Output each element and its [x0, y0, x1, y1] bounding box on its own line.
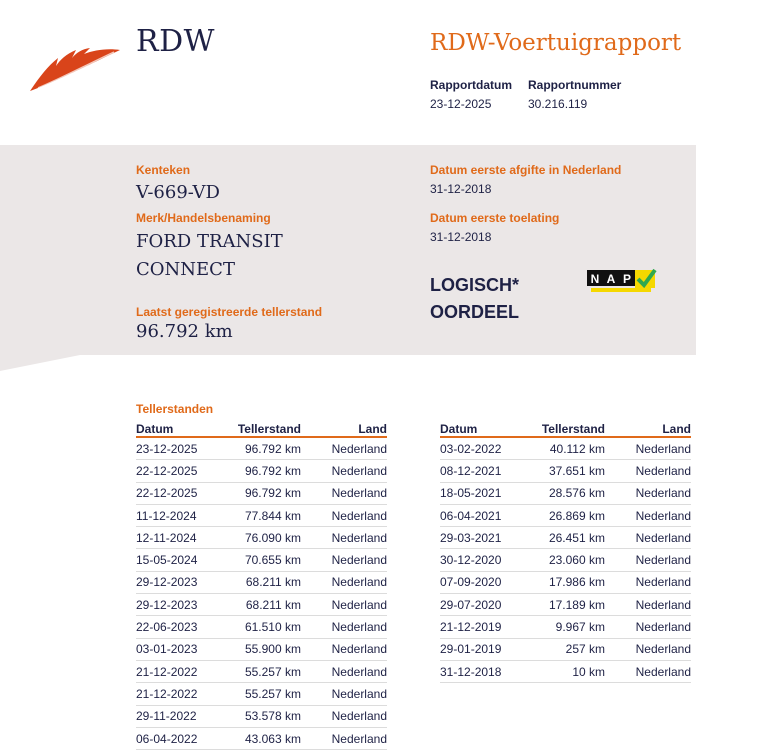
reading-km: 26.451 km	[548, 530, 605, 545]
reading-country: Nederland	[331, 709, 387, 724]
reading-country: Nederland	[635, 530, 691, 545]
first-issue-label: Datum eerste afgifte in Nederland	[430, 163, 622, 177]
reading-date: 12-11-2024	[136, 530, 197, 545]
reading-km: 28.576 km	[548, 486, 605, 501]
reading-country: Nederland	[331, 530, 387, 545]
reading-date: 29-07-2020	[440, 597, 502, 612]
nap-letter-a: A	[606, 272, 616, 286]
reading-km: 37.651 km	[548, 463, 605, 478]
table-row	[136, 639, 387, 661]
reading-km: 96.792 km	[244, 486, 301, 501]
reading-country: Nederland	[331, 553, 387, 568]
first-admission-value: 31-12-2018	[430, 230, 492, 244]
reading-km: 68.211 km	[245, 597, 301, 612]
reading-date: 22-06-2023	[136, 620, 198, 635]
reading-date: 21-12-2022	[136, 686, 198, 701]
reading-country: Nederland	[635, 642, 691, 657]
reading-km: 55.900 km	[244, 642, 301, 657]
table-row	[440, 594, 691, 616]
readings-table-left	[136, 420, 387, 750]
make-label: Merk/Handelsbenaming	[136, 211, 271, 225]
reading-km: 17.986 km	[548, 575, 605, 590]
table-row	[440, 527, 691, 549]
table-row	[136, 483, 387, 505]
table-header	[136, 420, 387, 438]
reading-km: 40.112 km	[549, 441, 605, 456]
reading-country: Nederland	[331, 508, 387, 523]
table-row	[136, 549, 387, 571]
table-row	[440, 438, 691, 460]
reading-km: 23.060 km	[548, 553, 605, 568]
reading-date: 29-12-2023	[136, 597, 198, 612]
panel-tail	[0, 355, 80, 371]
table-header	[440, 420, 691, 438]
plate-label: Kenteken	[136, 163, 191, 177]
reading-country: Nederland	[331, 642, 387, 657]
table-row	[136, 594, 387, 616]
nap-letter-n: N	[590, 272, 600, 286]
reading-country: Nederland	[331, 597, 387, 612]
reading-date: 21-12-2019	[440, 620, 502, 635]
make-line-1: FORD TRANSIT	[136, 231, 283, 252]
reading-date: 06-04-2021	[440, 508, 502, 523]
reading-km: 76.090 km	[244, 530, 301, 545]
report-date: 23-12-2025	[430, 97, 492, 111]
reading-km: 61.510 km	[244, 620, 301, 635]
reading-country: Nederland	[635, 441, 691, 456]
reading-country: Nederland	[635, 508, 691, 523]
odometer-value: 96.792 km	[136, 321, 233, 342]
table-row	[440, 483, 691, 505]
column-header: Datum	[440, 422, 478, 436]
first-admission-label: Datum eerste toelating	[430, 211, 560, 225]
reading-km: 68.211 km	[245, 575, 301, 590]
reading-date: 29-11-2022	[136, 709, 197, 724]
odometer-label: Laatst geregistreerde tellerstand	[136, 305, 323, 319]
reading-date: 22-12-2025	[136, 486, 198, 501]
brand-name: RDW	[136, 24, 215, 59]
verdict	[430, 272, 519, 326]
reading-country: Nederland	[635, 664, 691, 679]
reading-km: 9.967 km	[555, 620, 605, 635]
reading-country: Nederland	[331, 441, 387, 456]
reading-country: Nederland	[635, 553, 691, 568]
reading-country: Nederland	[635, 486, 691, 501]
table-row	[440, 460, 691, 482]
reading-date: 08-12-2021	[440, 463, 502, 478]
reading-date: 15-05-2024	[136, 553, 198, 568]
reading-country: Nederland	[331, 686, 387, 701]
reading-date: 31-12-2018	[440, 664, 502, 679]
readings-title: Tellerstanden	[136, 402, 214, 416]
reading-km: 257 km	[565, 642, 605, 657]
reading-km: 96.792 km	[244, 463, 301, 478]
table-row	[440, 505, 691, 527]
reading-date: 29-01-2019	[440, 642, 502, 657]
table-row	[136, 728, 387, 750]
reading-country: Nederland	[635, 575, 691, 590]
reading-country: Nederland	[331, 463, 387, 478]
table-row	[136, 616, 387, 638]
table-row	[440, 549, 691, 571]
reading-km: 55.257 km	[244, 686, 301, 701]
reading-km: 53.578 km	[244, 709, 301, 724]
table-row	[136, 438, 387, 460]
first-issue-value: 31-12-2018	[430, 182, 492, 196]
reading-km: 96.792 km	[244, 441, 301, 456]
reading-date: 30-12-2020	[440, 553, 502, 568]
verdict-line-1: LOGISCH*	[430, 275, 520, 295]
reading-date: 07-09-2020	[440, 575, 502, 590]
column-header: Tellerstand	[541, 422, 605, 436]
nap-check-icon	[587, 268, 659, 294]
column-header: Datum	[136, 422, 174, 436]
table-row	[136, 460, 387, 482]
reading-date: 29-12-2023	[136, 575, 198, 590]
reading-country: Nederland	[331, 486, 387, 501]
column-header: Tellerstand	[237, 422, 301, 436]
reading-country: Nederland	[331, 664, 387, 679]
table-row	[136, 572, 387, 594]
reading-date: 11-12-2024	[136, 508, 197, 523]
table-row	[136, 683, 387, 705]
table-row	[440, 661, 691, 683]
column-header: Land	[358, 422, 387, 436]
reading-country: Nederland	[331, 575, 387, 590]
column-header: Land	[662, 422, 691, 436]
make-line-2: CONNECT	[136, 259, 235, 280]
table-row	[440, 616, 691, 638]
reading-km: 10 km	[572, 664, 605, 679]
report-number-label: Rapportnummer	[528, 78, 622, 92]
reading-date: 03-01-2023	[136, 642, 198, 657]
reading-km: 70.655 km	[244, 553, 301, 568]
table-row	[440, 572, 691, 594]
reading-km: 43.063 km	[244, 731, 301, 746]
reading-km: 55.257 km	[244, 664, 301, 679]
reading-date: 22-12-2025	[136, 463, 198, 478]
nap-letter-p: P	[622, 272, 632, 286]
report-date-label: Rapportdatum	[430, 78, 512, 92]
plate-value: V-669-VD	[136, 182, 220, 203]
verdict-line-2: OORDEEL	[430, 302, 520, 322]
reading-date: 18-05-2021	[440, 486, 502, 501]
table-row	[136, 505, 387, 527]
reading-date: 23-12-2025	[136, 441, 198, 456]
reading-km: 17.189 km	[548, 597, 605, 612]
table-row	[136, 527, 387, 549]
reading-date: 03-02-2022	[440, 441, 502, 456]
reading-date: 06-04-2022	[136, 731, 198, 746]
reading-country: Nederland	[331, 620, 387, 635]
table-row	[136, 706, 387, 728]
table-row	[440, 639, 691, 661]
reading-km: 77.844 km	[244, 508, 301, 523]
reading-country: Nederland	[331, 731, 387, 746]
readings-table-right	[440, 420, 691, 683]
reading-country: Nederland	[635, 597, 691, 612]
reading-km: 26.869 km	[548, 508, 605, 523]
reading-country: Nederland	[635, 620, 691, 635]
reading-date: 29-03-2021	[440, 530, 502, 545]
table-row	[136, 661, 387, 683]
report-title: RDW-Voertuigrapport	[430, 30, 682, 56]
reading-country: Nederland	[635, 463, 691, 478]
reading-date: 21-12-2022	[136, 664, 198, 679]
rdw-logo-icon	[28, 44, 122, 94]
report-number: 30.216.119	[528, 97, 588, 111]
